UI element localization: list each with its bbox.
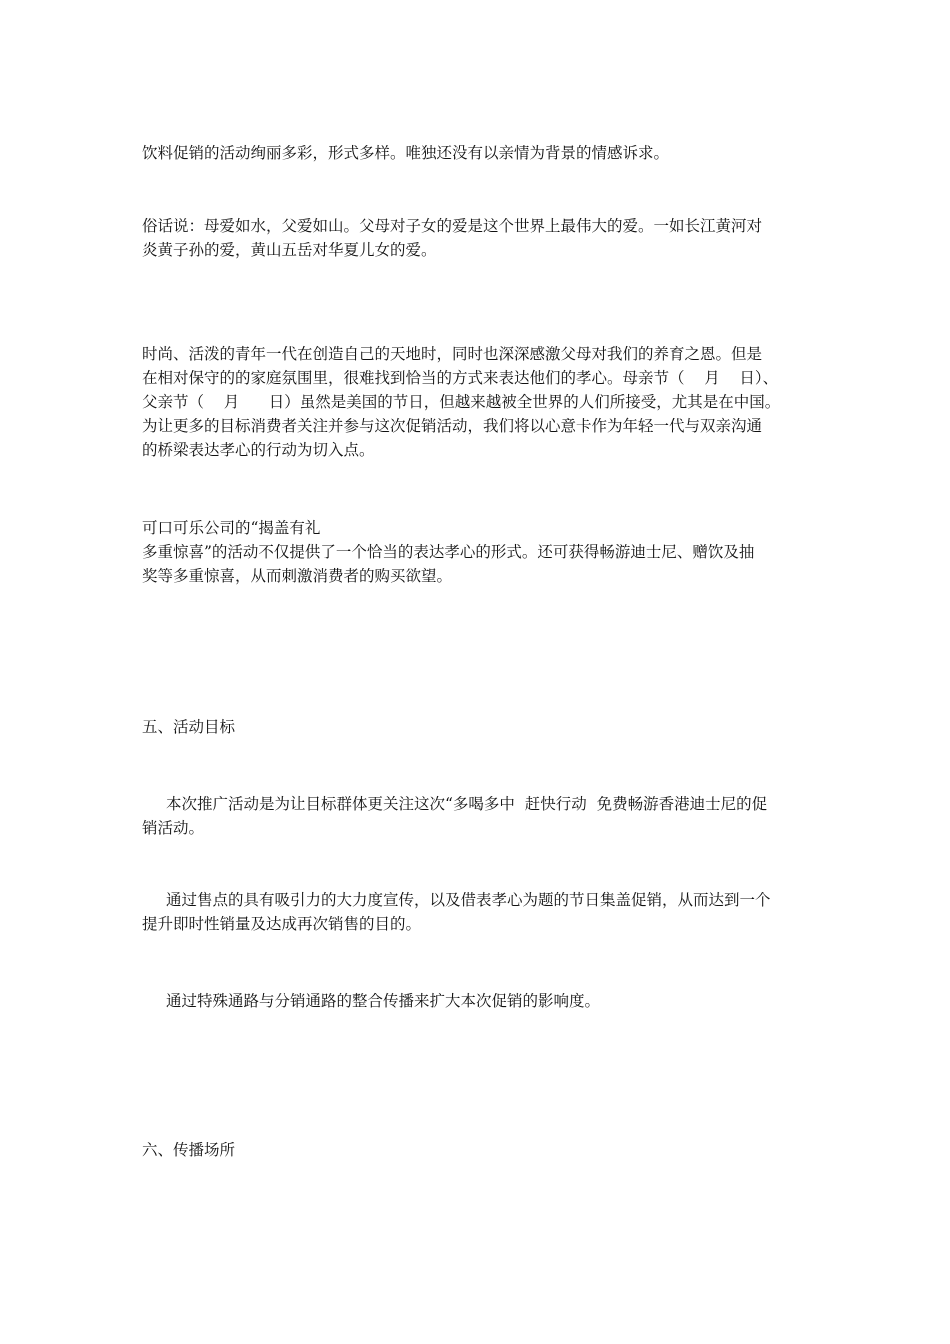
text-line: 在相对保守的的家庭氛围里，很难找到恰当的方式来表达他们的孝心。母亲节（ 月 日）、 <box>142 369 779 387</box>
paragraph-goal-2 <box>142 888 814 936</box>
section-heading-goals: 五、活动目标 <box>142 718 236 736</box>
text-line: 通过特殊通路与分销通路的整合传播来扩大本次促销的影响度。 <box>166 992 601 1010</box>
text-line: 奖等多重惊喜，从而刺激消费者的购买欲望。 <box>142 567 453 585</box>
paragraph-proverb <box>142 214 814 262</box>
section-heading-venues: 六、传播场所 <box>142 1141 236 1159</box>
text-line: 为让更多的目标消费者关注并参与这次促销活动，我们将以心意卡作为年轻一代与双亲沟通 <box>142 417 763 435</box>
text-line: 多重惊喜”的活动不仅提供了一个恰当的表达孝心的形式。还可获得畅游迪士尼、赠饮及抽 <box>142 543 755 561</box>
text-line: 父亲节（ 月 日）虽然是美国的节日，但越来越被全世界的人们所接受，尤其是在中国。 <box>142 393 781 411</box>
text-line: 俗话说：母爱如水，父爱如山。父母对子女的爱是这个世界上最伟大的爱。一如长江黄河对 <box>142 217 763 235</box>
paragraph-goal-1 <box>142 792 814 840</box>
text-line: 提升即时性销量及达成再次销售的目的。 <box>142 915 422 933</box>
paragraph-goal-3 <box>142 989 814 1013</box>
text-line: 通过售点的具有吸引力的大力度宣传，以及借表孝心为题的节日集盖促销，从而达到一个 <box>166 891 771 909</box>
paragraph-coca-cola <box>142 516 814 588</box>
text-line: 时尚、活泼的青年一代在创造自己的天地时，同时也深深感激父母对我们的养育之恩。但是 <box>142 345 763 363</box>
paragraph-intro <box>142 141 814 165</box>
text-line: 本次推广活动是为让目标群体更关注这次“多喝多中 赶快行动 免费畅游香港迪士尼的促 <box>166 795 768 813</box>
paragraph-youth <box>142 342 814 462</box>
text-line: 饮料促销的活动绚丽多彩，形式多样。唯独还没有以亲情为背景的情感诉求。 <box>142 144 670 162</box>
text-line: 销活动。 <box>142 819 205 837</box>
text-line: 炎黄子孙的爱，黄山五岳对华夏儿女的爱。 <box>142 241 437 259</box>
text-line: 可口可乐公司的“揭盖有礼 <box>142 519 321 537</box>
text-line: 的桥梁表达孝心的行动为切入点。 <box>142 441 375 459</box>
